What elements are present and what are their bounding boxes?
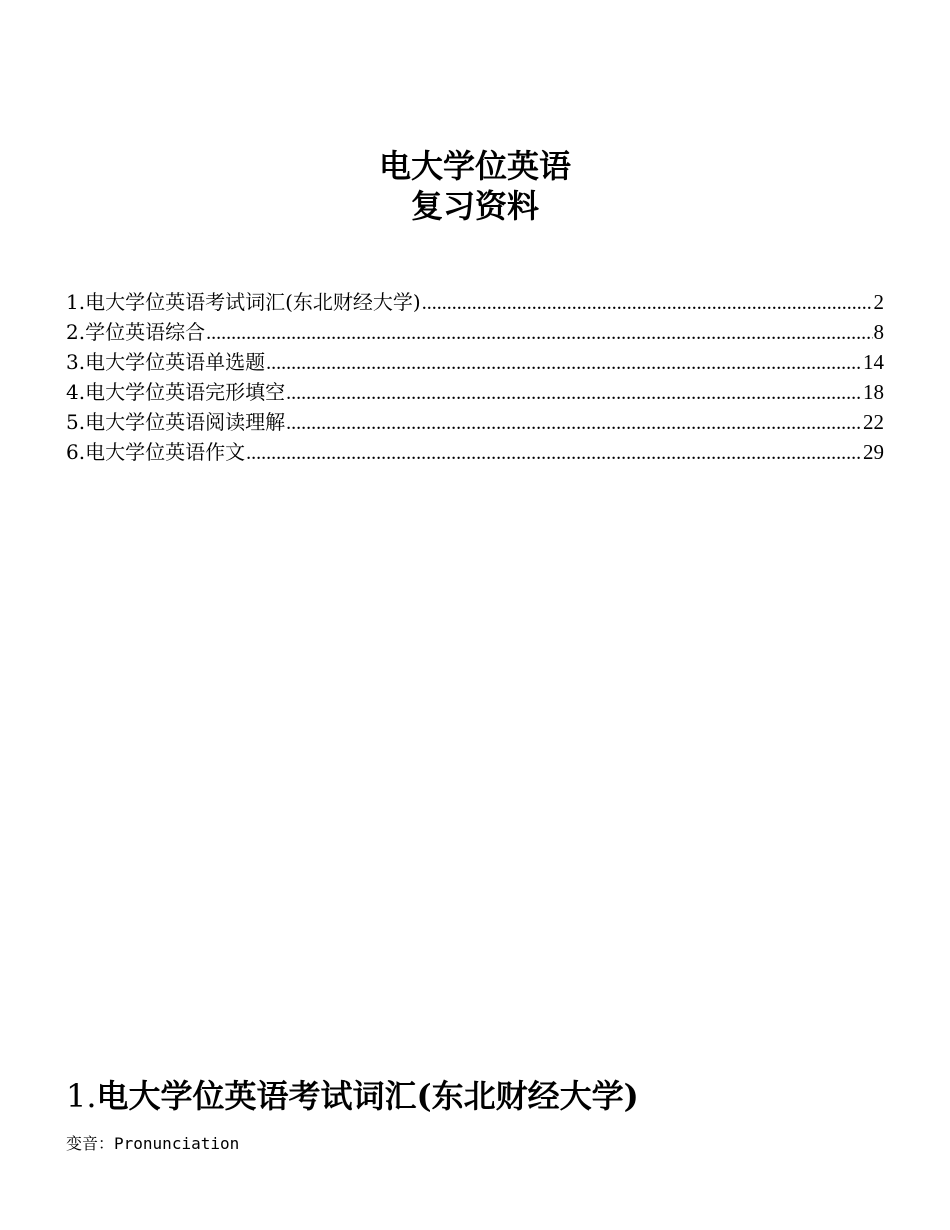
document-title [0,146,950,226]
body-text-label: 变音： [66,1134,115,1153]
toc-entry-page: 14 [863,350,884,374]
toc-entry-label: 电大学位英语作文 [85,440,246,464]
toc-entry-number: 2. [66,320,86,344]
toc-entry-number: 5. [66,410,86,434]
body-text-line [66,1132,239,1156]
section-heading [66,1072,639,1120]
toc-entry-label: 电大学位英语完形填空 [85,380,286,404]
toc-entry[interactable] [66,287,884,317]
title-line-1: 电大学位英语 [378,147,571,185]
toc-entry[interactable] [66,347,884,377]
toc-entry-label: 电大学位英语阅读理解 [85,410,286,434]
toc-entry-number: 3. [66,350,86,374]
toc-entry-number: 6. [66,440,86,464]
toc-dot-leader [266,348,862,378]
toc-dot-leader [286,378,862,408]
toc-entry-label: 电大学位英语单选题 [85,350,266,374]
toc-dot-leader [246,438,862,468]
toc-entry-page: 8 [873,320,884,344]
toc-entry-page: 18 [863,380,884,404]
toc-entry-number: 1. [66,290,86,314]
toc-entry[interactable] [66,437,884,467]
toc-dot-leader [422,288,873,318]
toc-dot-leader [286,408,862,438]
toc-entry-number: 4. [66,380,86,404]
toc-entry[interactable] [66,317,884,347]
toc-entry-label: 学位英语综合 [85,320,206,344]
toc-entry-page: 29 [863,440,884,464]
toc-entry-page: 22 [863,410,884,434]
toc-entry-label: 电大学位英语考试词汇(东北财经大学) [85,290,421,314]
toc-entry-page: 2 [873,290,884,314]
section-heading-text: 电大学位英语考试词汇(东北财经大学) [96,1077,639,1115]
body-text-value: Pronunciation [114,1134,240,1153]
title-line-2: 复习资料 [410,187,539,225]
toc-entry[interactable] [66,407,884,437]
table-of-contents [66,287,884,467]
section-heading-number: 1. [66,1077,97,1115]
toc-dot-leader [206,318,872,348]
toc-entry[interactable] [66,377,884,407]
